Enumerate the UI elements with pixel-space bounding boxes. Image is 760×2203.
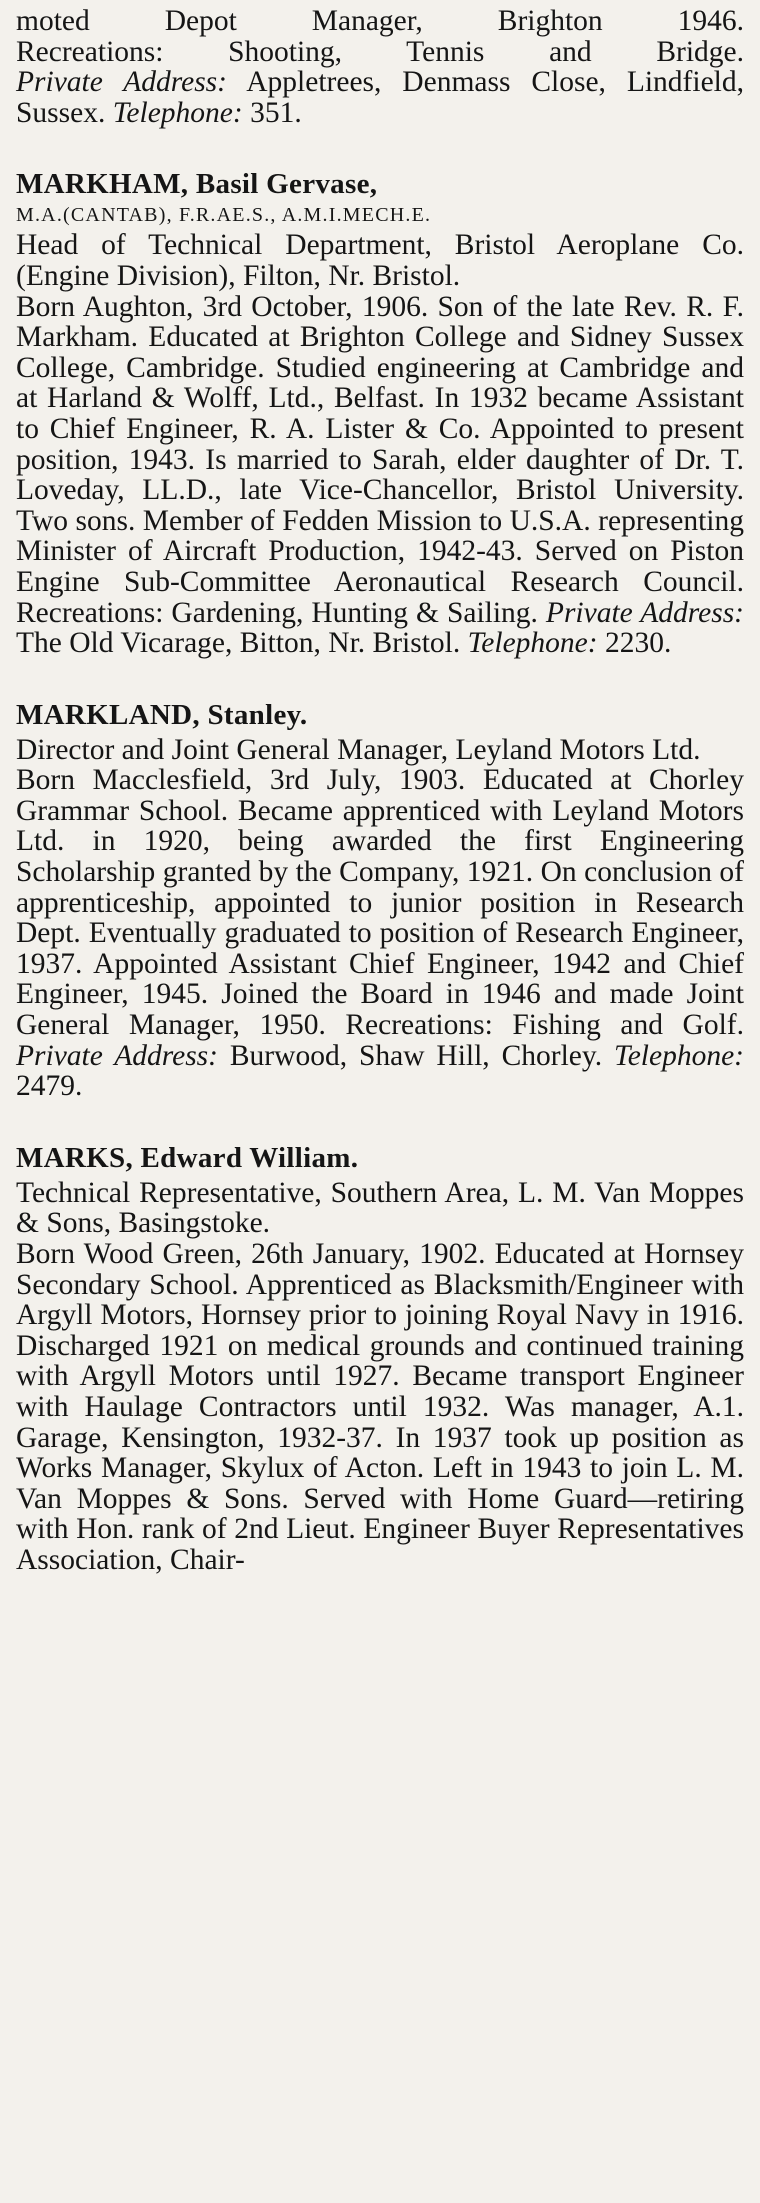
bio-text: Born Aughton, 3rd October, 1906. Son of the late Rev. R. F. Markham. Educated at Brighton College and Sidney Sussex College, Cambridge. Studied engineering at Cambridge and at Harland & Wolff, Ltd., Belfast. In 1932 became Assistant to Chief Engineer, R. A. Lister & Co. Appointed to present position, 1943. Is married to Sarah, elder daughter of Dr. T. Loveday, LL.D., late Vice-Chancellor, Bristol University. Two sons. Member of Fedden Mission to U.S.A. representing Minister of Aircraft Production, 1942-43. Served on Piston Engine Sub-Committee Aeronautical Research Council. Recreations: Gardening, Hunting & Sailing. [16, 290, 744, 629]
address-label: Private Address: [16, 66, 227, 99]
entry-name: MARKHAM, Basil Gervase, [16, 168, 378, 201]
telephone-label: Telephone: [614, 1039, 744, 1072]
address-label: Private Address: [545, 596, 744, 629]
telephone-label: Telephone: [467, 627, 598, 660]
entry-biography [16, 765, 744, 1102]
entry-position: Head of Technical Department, Bristol Aeroplane Co. (Engine Division), Filton, Nr. Bristol. [16, 229, 744, 292]
fragment-recreations: Recreations: Shooting, Tennis and Bridge. [16, 35, 744, 68]
telephone-text: 351. [242, 96, 302, 129]
entry-marks [16, 1142, 744, 1576]
entry-biography: Born Wood Green, 26th January, 1902. Educated at Hornsey Secondary School. Apprenticed as Blacksmith/Engineer with Argyll Motors, Hornsey prior to joining Royal Navy in 1916. Discharged 1921 on medical grounds and continued training with Argyll Motors until 1927. Became transport Engineer with Haulage Contractors until 1932. Was manager, A.1. Garage, Kensington, 1932-37. In 1937 took up position as Works Manager, Skylux of Acton. Left in 1943 to join L. M. Van Moppes & Sons. Served with Home Guard—retiring with Hon. rank of 2nd Lieut. Engineer Buyer Representatives Association, Chair- [16, 1238, 744, 1576]
fragment-text-2 [16, 37, 744, 68]
entry-markham [16, 168, 744, 658]
entry-markland [16, 699, 744, 1102]
entry-fragment [16, 6, 744, 128]
address-text: Appletrees, Denmass Close, Lindfield, Sussex. [16, 66, 744, 129]
telephone-text: 2479. [16, 1070, 83, 1103]
fragment-address [16, 67, 744, 128]
bio-text: Born Macclesfield, 3rd July, 1903. Educated at Chorley Grammar School. Became apprenticed with Leyland Motors Ltd. in 1920, being awarded the first Engineering Scholarship granted by the Company, 1921. On conclusion of apprenticeship, appointed to junior position in Research Dept. Eventually graduated to position of Research Engineer, 1937. Appointed Assistant Chief Engineer, 1942 and Chief Engineer, 1945. Joined the Board in 1946 and made Joint General Manager, 1950. Recreations: Fishing and Golf. [16, 764, 744, 1042]
address-label: Private Address: [16, 1039, 218, 1072]
entry-qualifications: M.A.(CANTAB), F.R.AE.S., A.M.I.MECH.E. [16, 204, 432, 227]
telephone-text: 2230. [597, 627, 672, 660]
fragment-line-1: moted Depot Manager, Brighton 1946. [16, 5, 744, 37]
fragment-text [16, 6, 744, 37]
entry-biography [16, 292, 744, 659]
address-text: The Old Vicarage, Bitton, Nr. Bristol. [16, 627, 468, 660]
entry-position: Technical Representative, Southern Area, L. M. Van Moppes & Sons, Basingstoke. [16, 1176, 744, 1240]
address-text: Burwood, Shaw Hill, Chorley. [217, 1039, 614, 1072]
entry-name: MARKLAND, Stanley. [16, 698, 308, 731]
telephone-label: Telephone: [112, 96, 243, 129]
entry-position: Director and Joint General Manager, Leyland Motors Ltd. [16, 733, 701, 766]
entry-name: MARKS, Edward William. [16, 1141, 359, 1174]
